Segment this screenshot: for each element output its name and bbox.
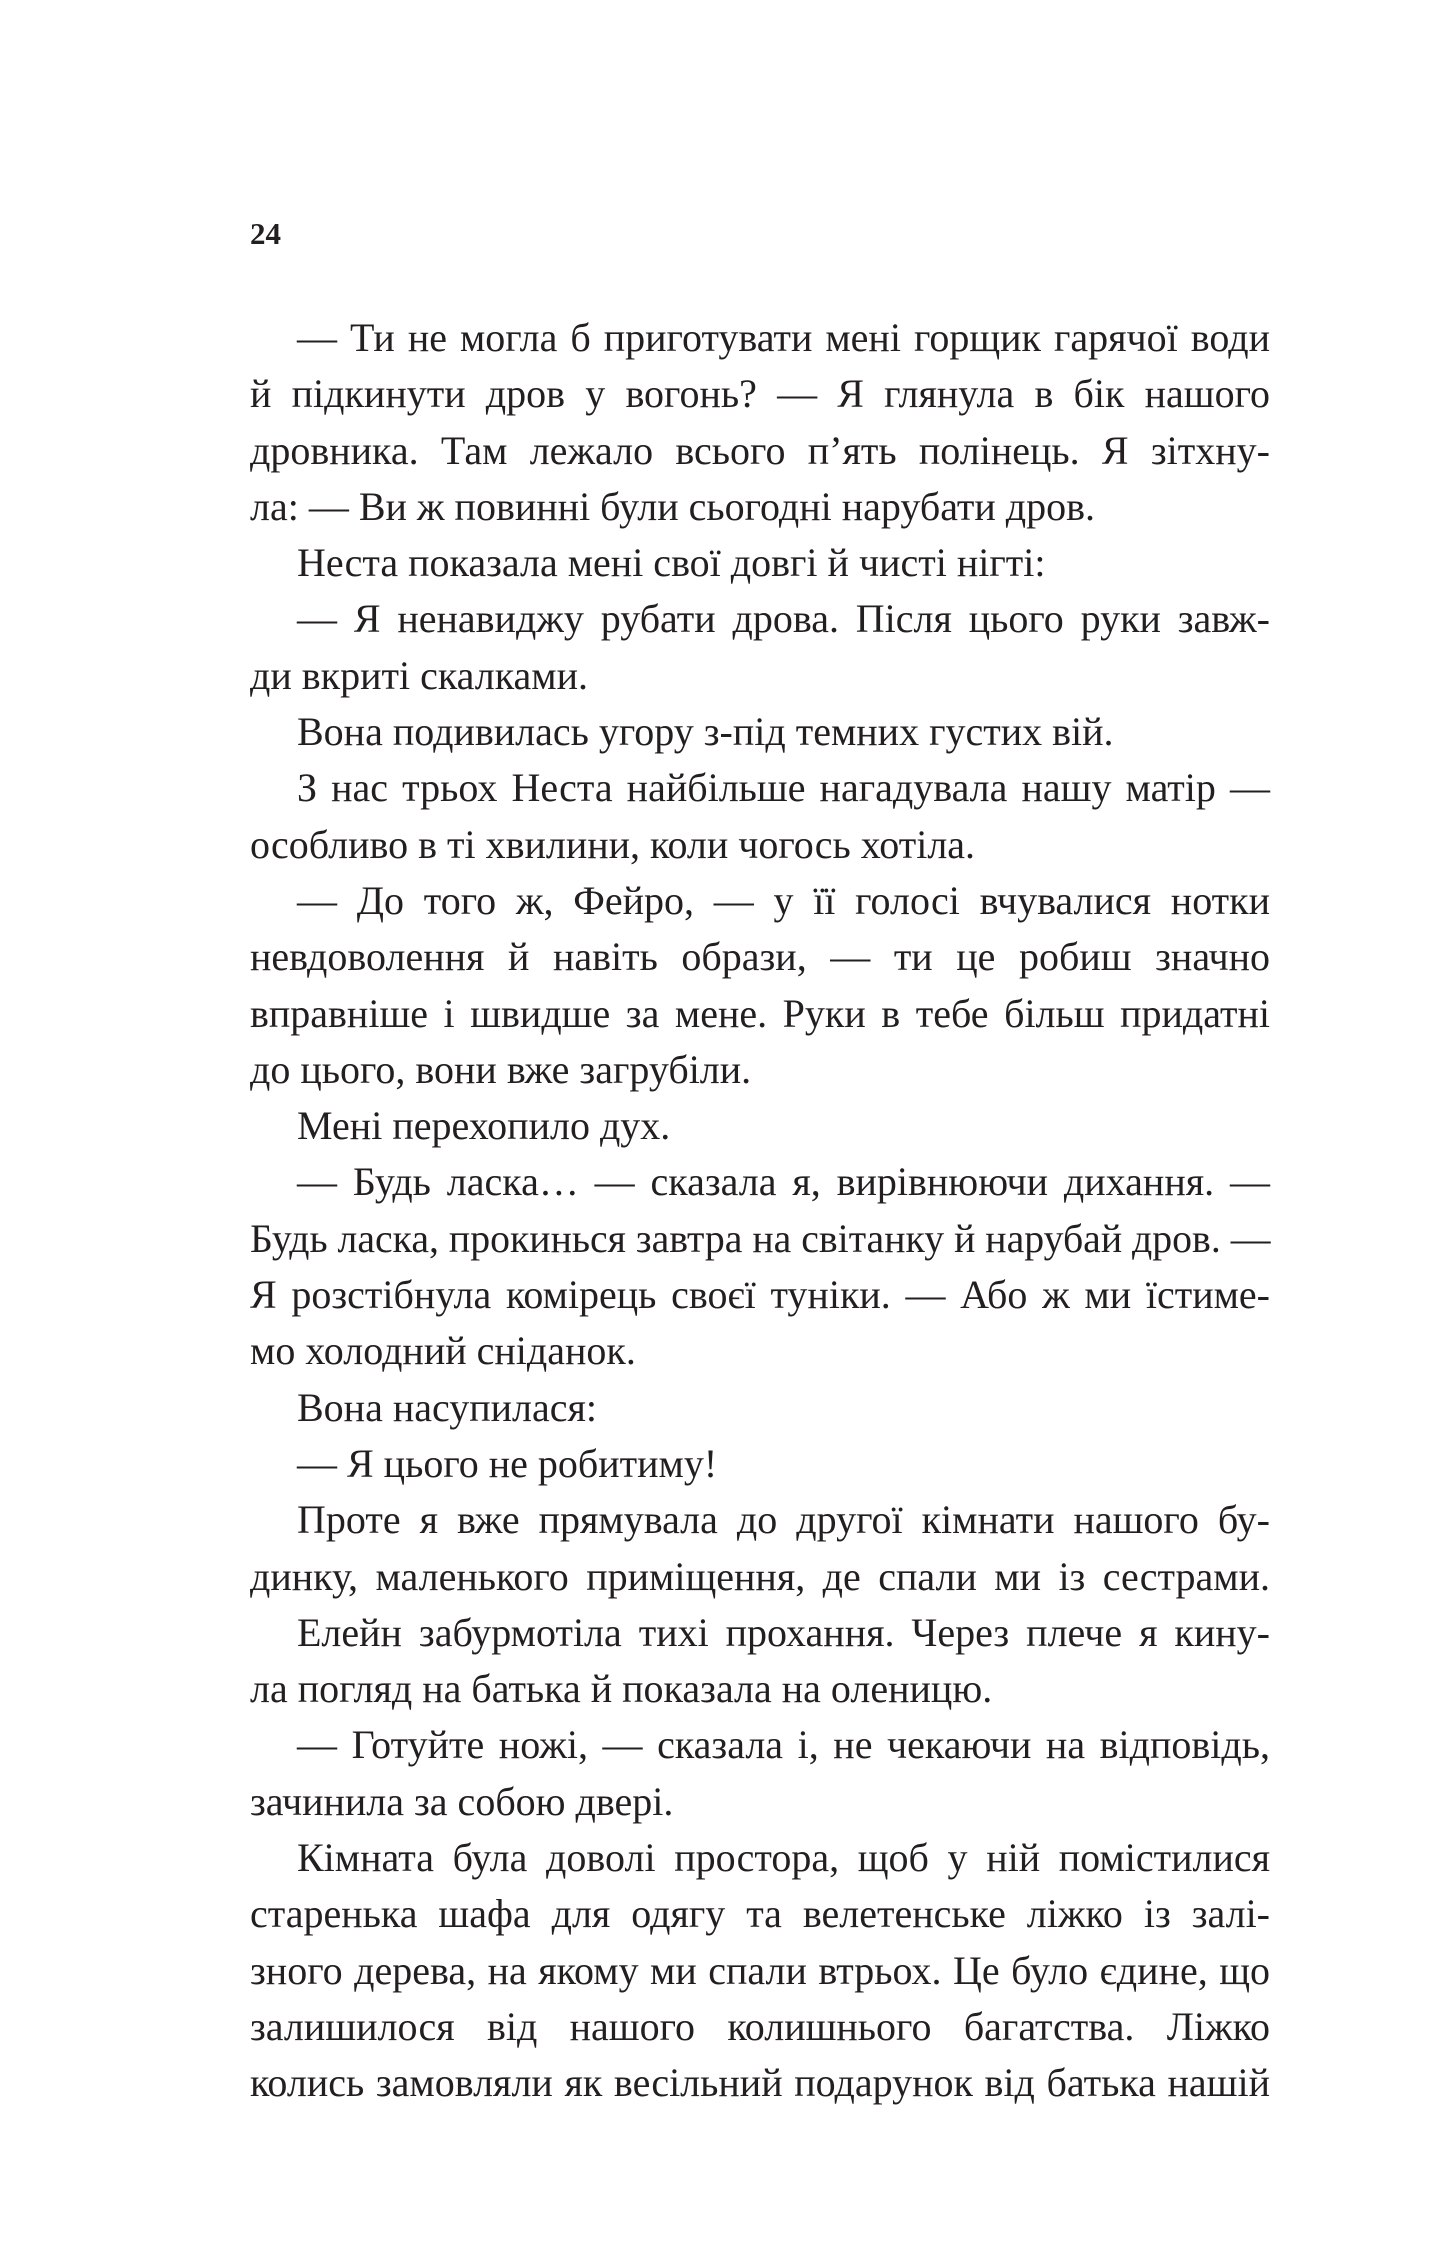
text-line: Неста показала мені свої довгі й чисті нігті: (297, 540, 1046, 586)
text-line: Кімната була доволі простора, щоб у ній помістилися (297, 1835, 1270, 1881)
text-line: зачинила за собою двері. (250, 1778, 674, 1824)
page-number: 24 (250, 216, 281, 251)
text-line: — Я цього не робитиму! (297, 1440, 718, 1486)
text-line: мо холодний сніданок. (250, 1328, 636, 1374)
text-line: — Готуйте ножі, — сказала і, не чекаючи на відповідь, (297, 1722, 1270, 1768)
text-line: — Будь ласка… — сказала я, вирівнюючи дихання. — (297, 1159, 1270, 1205)
text-line: й підкинути дров у вогонь? — Я глянула в бік нашого (250, 371, 1270, 417)
text-line: залишилося від нашого колишнього багатства. Ліжко (250, 2003, 1270, 2049)
text-line: до цього, вони вже загрубіли. (250, 1046, 752, 1092)
text-line: вправніше і швидше за мене. Руки в тебе більш придатні (250, 990, 1270, 1036)
text-line: динку, маленького приміщення, де спали ми із сестрами. (250, 1553, 1270, 1599)
text-line: невдоволення й навіть образи, — ти це робиш значно (250, 934, 1270, 980)
text-line: ла: — Ви ж повинні були сьогодні нарубати дров. (250, 483, 1096, 529)
text-line: — Ти не могла б приготувати мені горщик гарячої води (297, 315, 1270, 360)
text-line: Вона подивилась угору з-під темних густих вій. (297, 709, 1114, 755)
text-line: ла погляд на батька й показала на оленицю. (250, 1666, 993, 1712)
text-line: Вона насупилася: (297, 1384, 598, 1430)
text-line: дровника. Там лежало всього п’ять полінець. Я зітхну- (250, 427, 1270, 473)
text-line: Я розстібнула комірець своєї туніки. — Або ж ми їстиме- (250, 1272, 1270, 1318)
text-line: зного дерева, на якому ми спали втрьох. Це було єдине, що (250, 1947, 1270, 1993)
text-line: Мені перехопило дух. (297, 1103, 671, 1149)
text-line: старенька шафа для одягу та велетенське ліжко із залі- (250, 1891, 1270, 1937)
text-line: ди вкриті скалками. (250, 652, 589, 698)
body-text (250, 310, 1270, 2112)
text-line: особливо в ті хвилини, коли чогось хотіла. (250, 821, 976, 867)
text-line: Елейн забурмотіла тихі прохання. Через плече я кину- (297, 1609, 1270, 1655)
text-line: колись замовляли як весільний подарунок від батька нашій (250, 2060, 1270, 2106)
text-line: — Я ненавиджу рубати дрова. Після цього руки завж- (297, 596, 1270, 642)
text-line: — До того ж, Фейро, — у її голосі вчувалися нотки (297, 877, 1270, 923)
text-line: З нас трьох Неста найбільше нагадувала нашу матір — (297, 765, 1270, 811)
text-line: Будь ласка, прокинься завтра на світанку й нарубай дров. — (250, 1216, 1271, 1261)
text-line: Проте я вже прямувала до другої кімнати нашого бу- (297, 1497, 1270, 1543)
